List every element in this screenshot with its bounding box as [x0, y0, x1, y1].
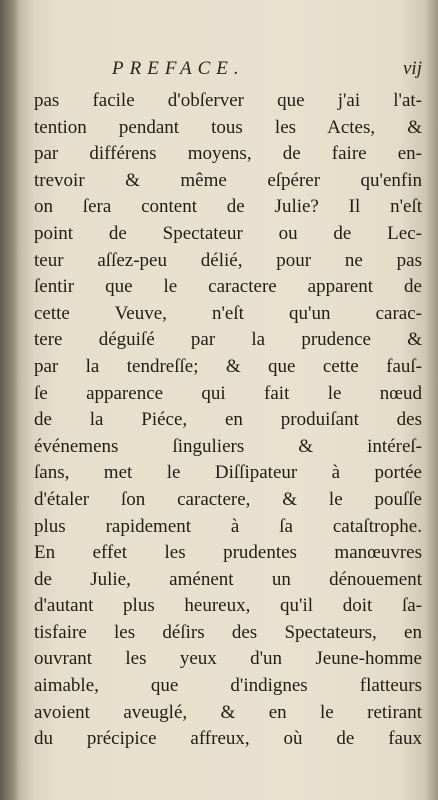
text-line: point de Spectateur ou de Lec- — [34, 222, 422, 244]
text-line: de Julie, aménent un dénouement — [34, 568, 422, 590]
text-line: cette Veuve, n'eſt qu'un carac- — [34, 302, 422, 324]
text-line: tisfaire les déſirs des Spectateurs, en — [34, 621, 422, 643]
text-line: avoient aveuglé, & en le retirant — [34, 701, 422, 723]
text-line: du précipice affreux, où de faux — [34, 728, 422, 750]
text-line: trevoir & même eſpérer qu'enfin — [34, 169, 422, 191]
text-line: par différens moyens, de faire en- — [34, 143, 422, 165]
running-head: PREFACE. — [112, 58, 245, 79]
text-line: aimable, que d'indignes flatteurs — [34, 675, 422, 697]
text-line: En effet les prudentes manœuvres — [34, 542, 422, 564]
page-number: vij — [403, 58, 422, 79]
binding-gutter — [0, 0, 18, 800]
text-line: ouvrant les yeux d'un Jeune-homme — [34, 648, 422, 670]
text-line: par la tendreſſe; & que cette fauſ- — [34, 355, 422, 377]
text-line: tention pendant tous les Actes, & — [34, 116, 422, 138]
page-header — [100, 56, 422, 88]
text-line: pas facile d'obſerver que j'ai l'at- — [34, 90, 422, 111]
text-line: ſans, met le Diſſipateur à portée — [34, 462, 422, 484]
text-line: tere déguiſé par la prudence & — [34, 329, 422, 351]
text-line: ſe apparence qui fait le nœud — [34, 382, 422, 404]
text-line: d'autant plus heureux, qu'il doit ſa- — [34, 595, 422, 617]
body-text — [34, 88, 422, 753]
text-line: plus rapidement à ſa cataſtrophe. — [34, 515, 422, 537]
text-line: événemens ſinguliers & intéreſ- — [34, 435, 422, 457]
text-line: teur aſſez-peu délié, pour ne pas — [34, 249, 422, 271]
text-line: de la Piéce, en produiſant des — [34, 409, 422, 431]
text-line: ſentir que le caractere apparent de — [34, 276, 422, 298]
text-line: d'étaler ſon caractere, & le pouſſe — [34, 488, 422, 510]
text-line: on ſera content de Julie? Il n'eſt — [34, 196, 422, 218]
